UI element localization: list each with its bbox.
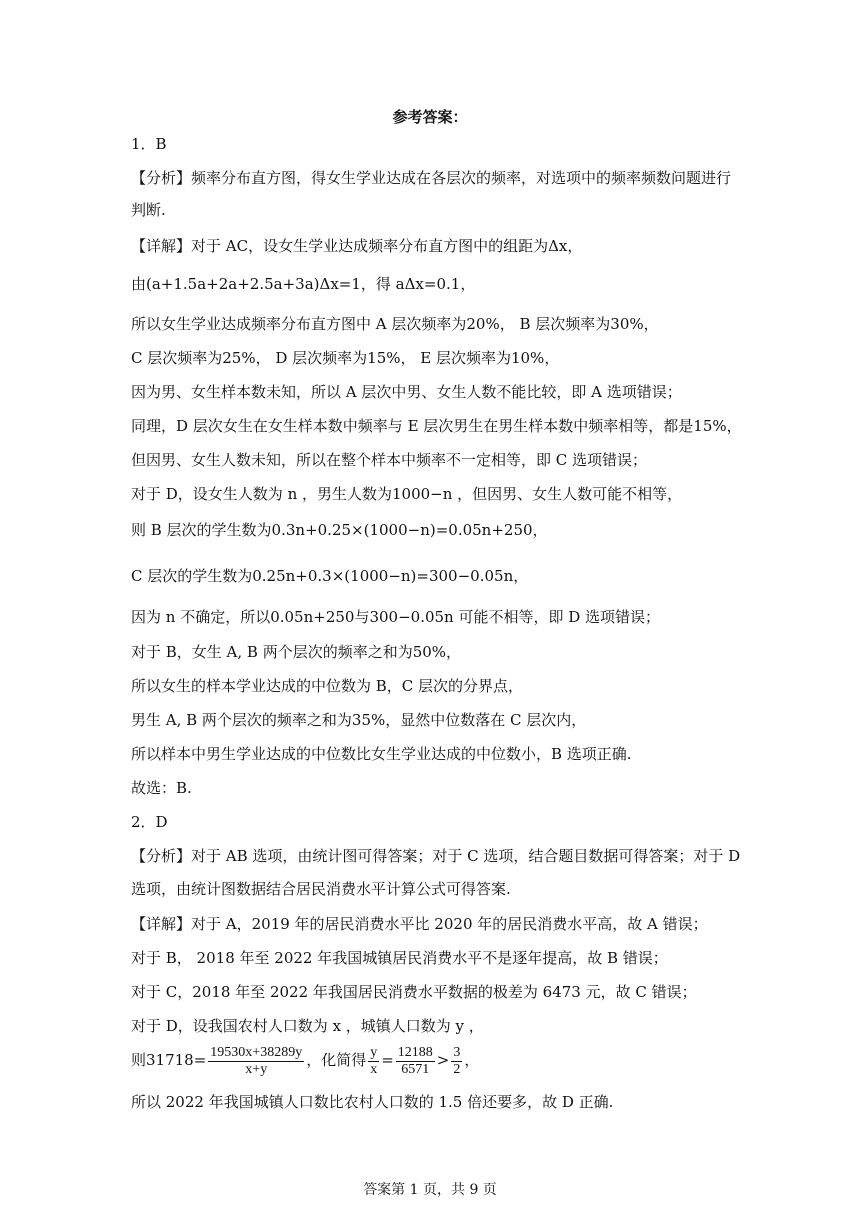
fraction-1: $\frac{19530x+38289y}{x+y}$ — [210, 1044, 303, 1077]
formula-prefix: 则31718= — [131, 1051, 207, 1069]
text-line: C 层次的学生数为0.25n+0.3×(1000−n)=300−0.05n， — [131, 567, 529, 585]
text-line: 对于 C，2018 年至 2022 年我国居民消费水平数据的极差为 6473 元，故 C 错误； — [131, 983, 697, 1001]
text-line: 故选：B. — [131, 779, 192, 797]
fraction-2: $\frac{y}{x}$ — [370, 1044, 378, 1077]
text-line: 对于 D，设我国农村人口数为 x ，城镇人口数为 y ， — [131, 1017, 484, 1035]
text-line: 2．D — [131, 813, 168, 831]
formula-eq: = — [381, 1051, 394, 1069]
text-line: 对于 D，设女生人数为 n ，男生人数为1000−n ，但因男、女生人数可能不相等， — [131, 485, 683, 503]
text-line: 判断. — [131, 201, 166, 219]
text-line: 选项，由统计图数据结合居民消费水平计算公式可得答案. — [131, 880, 511, 898]
formula-mid: ，化简得 — [306, 1051, 367, 1069]
text-line: 则 B 层次的学生数为0.3n+0.25×(1000−n)=0.05n+250， — [131, 521, 548, 539]
text-line: 因为 n 不确定，所以0.05n+250与300−0.05n 可能不相等，即 D 选项错误； — [131, 608, 661, 626]
text-line: 男生 A, B 两个层次的频率之和为35%，显然中位数落在 C 层次内， — [131, 711, 587, 729]
text-line: 对于 B，女生 A, B 两个层次的频率之和为50%， — [131, 643, 462, 661]
fraction-3: $\frac{12188}{6571}$ — [397, 1044, 433, 1077]
formula-line — [131, 1040, 760, 1080]
formula-gt: > — [436, 1051, 450, 1069]
text-line: 对于 B， 2018 年至 2022 年我国城镇居民消费水平不是逐年提高，故 B 错误； — [131, 949, 668, 967]
text-line: 同理，D 层次女生在女生样本数中频率与 E 层次男生在男生样本数中频率相等，都是15%， — [131, 417, 742, 435]
text-line: 所以女生学业达成频率分布直方图中 A 层次频率为20%， B 层次频率为30%， — [131, 315, 659, 333]
fraction-4: $\frac{3}{2}$ — [453, 1044, 461, 1077]
text-line: 由(a+1.5a+2a+2.5a+3a)Δx=1，得 aΔx=0.1， — [131, 275, 476, 293]
text-line: 但因男、女生人数未知，所以在整个样本中频率不一定相等，即 C 选项错误； — [131, 451, 648, 469]
text-line: 【分析】对于 AB 选项，由统计图可得答案；对于 C 选项，结合题目数据可得答案；对于 D — [131, 847, 741, 865]
text-line: 所以女生的样本学业达成的中位数为 B，C 层次的分界点， — [131, 677, 524, 695]
text-line: 【详解】对于 AC，设女生学业达成频率分布直方图中的组距为Δx， — [131, 237, 583, 255]
text-line: 所以 2022 年我国城镇人口数比农村人口数的 1.5 倍还要多，故 D 正确. — [131, 1093, 614, 1111]
page-footer: 答案第 1 页，共 9 页 — [363, 1182, 497, 1198]
text-line: 所以样本中男生学业达成的中位数比女生学业达成的中位数小，B 选项正确. — [131, 745, 632, 763]
text-line: C 层次频率为25%， D 层次频率为15%， E 层次频率为10%， — [131, 349, 560, 367]
text-line: 因为男、女生样本数未知，所以 A 层次中男、女生人数不能比较，即 A 选项错误； — [131, 383, 682, 401]
text-line: 【分析】频率分布直方图，得女生学业达成在各层次的频率，对选项中的频率频数问题进行 — [131, 169, 732, 187]
page-title: 参考答案： — [392, 108, 468, 126]
text-line: 1．B — [131, 135, 167, 153]
text-line: 【详解】对于 A，2019 年的居民消费水平比 2020 年的居民消费水平高，故 A 错误； — [131, 915, 708, 933]
formula-suffix: ， — [464, 1051, 480, 1069]
